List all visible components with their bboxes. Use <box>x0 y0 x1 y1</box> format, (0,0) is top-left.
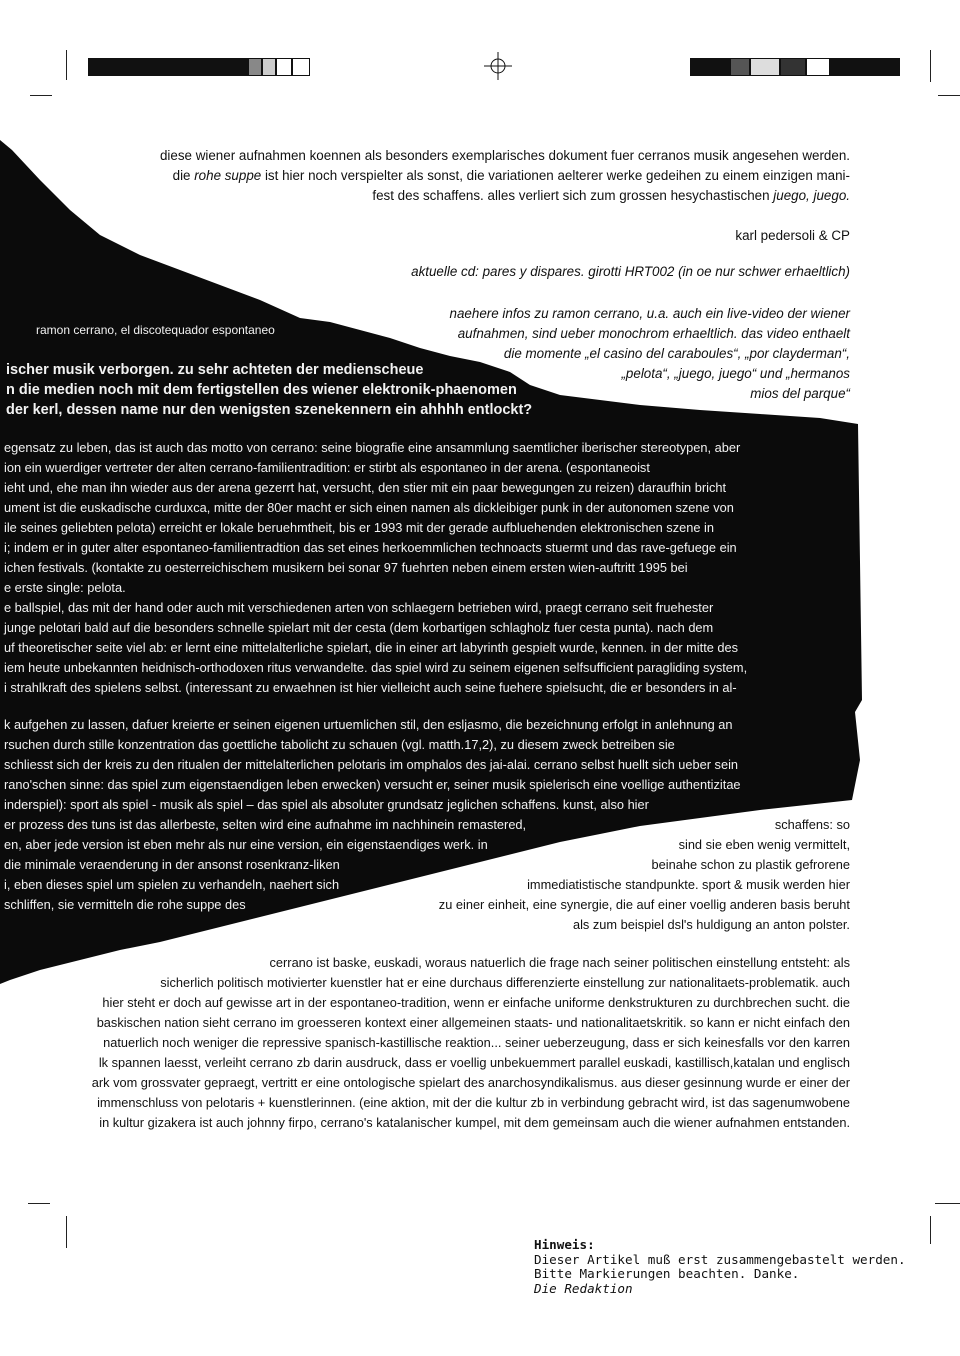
body-right-line: beinahe schon zu plastik gefrorene <box>651 857 850 872</box>
body-line: i, eben dieses spiel um spielen zu verhandeln, naehert sich <box>4 877 340 892</box>
body-line: egensatz zu leben, das ist auch das motto von cerrano: seine biografie eine ansammlung saemtlicher iberischer stereotypen, aber <box>4 440 741 455</box>
intro-line-2: die rohe suppe ist hier noch verspielter als sonst, die variationen aelterer werke gedeihen zu einem einzigen mani- <box>172 168 850 183</box>
signature: karl pedersoli & CP <box>735 228 850 243</box>
infos-line-4: „pelota“, „juego, juego“ und „hermanos <box>621 366 850 381</box>
bottom-line: natuerlich noch weniger die repressive spanisch-kastillische reaktion... seiner ueberzeugung, dass er sich keinesfalls vor den karren <box>103 1035 850 1050</box>
body-line: die minimale veraenderung in der ansonst rosenkranz-liken <box>4 857 340 872</box>
body-line: schliesst sich der kreis zu den ritualen der mittelalterlichen pelotaris im omphalos des jai-alai. cerrano selbst huellt sich ueber sein <box>4 757 739 772</box>
body-right-line: als zum beispiel dsl's huldigung an anton polster. <box>572 917 850 932</box>
bottom-line: sicherlich politisch motivierter kuenstler hat er eine durchaus differenzierte einstellung zur nationalitaets-problematik. auch <box>160 975 850 990</box>
hinweis-line-1: Dieser Artikel muß erst zusammengebastelt werden. <box>534 1251 906 1267</box>
body-right-line: zu einer einheit, eine synergie, die auf einer voellig anderen basis beruht <box>438 897 850 912</box>
hinweis-note <box>534 1238 906 1296</box>
body-line: e erste single: pelota. <box>4 580 126 595</box>
body-line: k aufgehen zu lassen, dafuer kreierte er seinen eigenen urtuemlichen stil, den esljasmo, die bezeichnung erfolgt in anlehnung an <box>4 717 733 732</box>
infos-line-5: mios del parque“ <box>750 386 850 401</box>
body-line: inderspiel): sport als spiel - musik als spiel – das spiel als absoluter grundsatz jeglichen schaffens. kunst, also hier <box>4 797 649 812</box>
body-line: rsuchen durch stille konzentration das goettliche tabolicht zu schauen (vgl. matth.17,2), zu diesem zweck betreiben sie <box>4 737 675 752</box>
headline-line-1: ischer musik verborgen. zu sehr achteten der medienscheue <box>6 362 424 378</box>
bottom-line: cerrano ist baske, euskadi, woraus natuerlich die frage nach seiner politischen einstellung entsteht: als <box>269 955 850 970</box>
cd-info: aktuelle cd: pares y dispares. girotti HRT002 (in oe nur schwer erhaeltlich) <box>411 264 850 279</box>
body-line: iem heute unbekannten heidnisch-orthodoxen ritus verwandelte. das spiel wird zu seinem eigenen selfsufficient paragliding system, <box>4 660 748 675</box>
bottom-line: hier steht er doch auf gewisse art in der espontaneo-tradition, wenn er einfache uniforme denkstrukturen zu durchbrechen sucht. die <box>102 995 850 1010</box>
body-line: en, aber jede version ist eben mehr als nur eine version, ein eigenstaendiges werk. in <box>4 837 488 852</box>
body-right-line: sind sie eben wenig vermittelt, <box>678 837 850 852</box>
body-line: ieht und, ehe man ihn wieder aus der arena gezerrt hat, versucht, den stier mit ein paar bewegungen zu reizen) daraufhin bricht <box>4 480 727 495</box>
bottom-line: baskischen nation sieht cerrano im groesseren kontext einer allgemeinen staats- und nationalitaetskritik. so kann er nicht einfach den <box>96 1015 850 1030</box>
body-line: ichen festivals. (kontakte zu oesterreichischem musikern bei sonar 97 fuehrten neben einem ersten wien-auftritt 1995 bei <box>4 560 688 575</box>
headline-line-2: n die medien noch mit dem fertigstellen des wiener elektronik-phaenomen <box>6 382 517 398</box>
body-line: schliffen, sie vermitteln die rohe suppe des <box>4 897 246 912</box>
infos-line-3: die momente „el casino del caraboules“, „por clayderman“, <box>503 346 850 361</box>
intro-line-1: diese wiener aufnahmen koennen als besonders exemplarisches dokument fuer cerranos musik angesehen werden. <box>159 148 850 163</box>
photo-caption: ramon cerrano, el discotequador espontaneo <box>36 323 275 337</box>
bottom-line: ark vom grossvater gepraegt, vertritt er eine ontologische spielart des anarchosyndikalismus. aus dieser gesinnung wurde er einer der <box>91 1075 850 1090</box>
body-right-line: schaffens: so <box>774 817 850 832</box>
infos-line-2: aufnahmen, sind ueber monochrom erhaeltlich. das video enthaelt <box>457 326 850 341</box>
body-line: rano'schen sinne: das spiel zum eigenstaendigen leben erwecken) versucht er, seiner musik spielerisch eine voellige authentizitae <box>4 777 741 792</box>
body-line: ument ist die euskadische curduxca, mitte der 80er macht er sich einen namen als dickleibiger punk in der autonomen szene von <box>4 500 734 515</box>
bottom-line: in kultur gizakera ist auch johnny firpo, cerrano's katalanischer kumpel, mit dem gemeinsam auch die wiener aufnahmen entstanden. <box>99 1115 850 1130</box>
body-line: ile seines geliebten pelota) erreicht er lokale beruehmtheit, bis er 1993 mit der gerade aufbluehenden elektronischen szene in <box>4 520 714 535</box>
headline-line-3: der kerl, dessen name nur den wenigsten szenekennern ein ahhhh entlockt? <box>6 402 533 418</box>
bottom-line: immenschluss von pelotaris + kuenstlerinnen. (eine aktion, mit der die kultur zb in verbindung gebracht wird, ist das sagenumwobene <box>97 1095 850 1110</box>
body-line: junge pelotari bald auf die besonders schnelle spielart mit der cesta (dem korbartigen schlagholz fuer cesta punta). nach dem <box>4 620 714 635</box>
body-line: er prozess des tuns ist das allerbeste, selten wird eine aufnahme im nachhinein remastered, <box>4 817 527 832</box>
hinweis-line-3: Die Redaktion <box>534 1280 633 1296</box>
body-line: i; indem er in guter alter espontaneo-familientradtion das set eines herkoemmlichen technoacts stuermt und das rave-gefuege ein <box>4 540 737 555</box>
body-line: uf theoretischer seite viel ab: er lernt eine mittelalterliche spielart, die in einer art labyrinth gespielt wurde, kennen. in der mitte des <box>4 640 739 655</box>
body-right-line: immediatistische standpunkte. sport & musik werden hier <box>527 877 850 892</box>
infos-line-1: naehere infos zu ramon cerrano, u.a. auch ein live-video der wiener <box>449 306 850 321</box>
hinweis-title: Hinweis: <box>534 1237 595 1252</box>
hinweis-line-2: Bitte Markierungen beachten. Danke. <box>534 1266 800 1281</box>
body-line: ion ein wuerdiger vertreter der alten cerrano-familientradition: er stirbt als espontaneo in der arena. (espontaneoist <box>4 460 650 475</box>
body-line: i strahlkraft des spielens selbst. (interessant zu erwaehnen ist hier vielleicht auch seine fuehere spielsucht, die er besonders in al- <box>4 680 737 695</box>
bottom-line: lk spannen laesst, verleiht cerrano zb darin ausdruck, dass er voellig unbekuemmert parallel euskadi, kastillisch,katalan und englisch <box>98 1055 850 1070</box>
body-line: e ballspiel, das mit der hand oder auch mit verschiedenen arten von schlaegern betrieben wird, praegt cerrano seit fruehester <box>4 600 714 615</box>
intro-line-3: fest des schaffens. alles verliert sich zum grossen hesychastischen juego, juego. <box>372 188 850 203</box>
